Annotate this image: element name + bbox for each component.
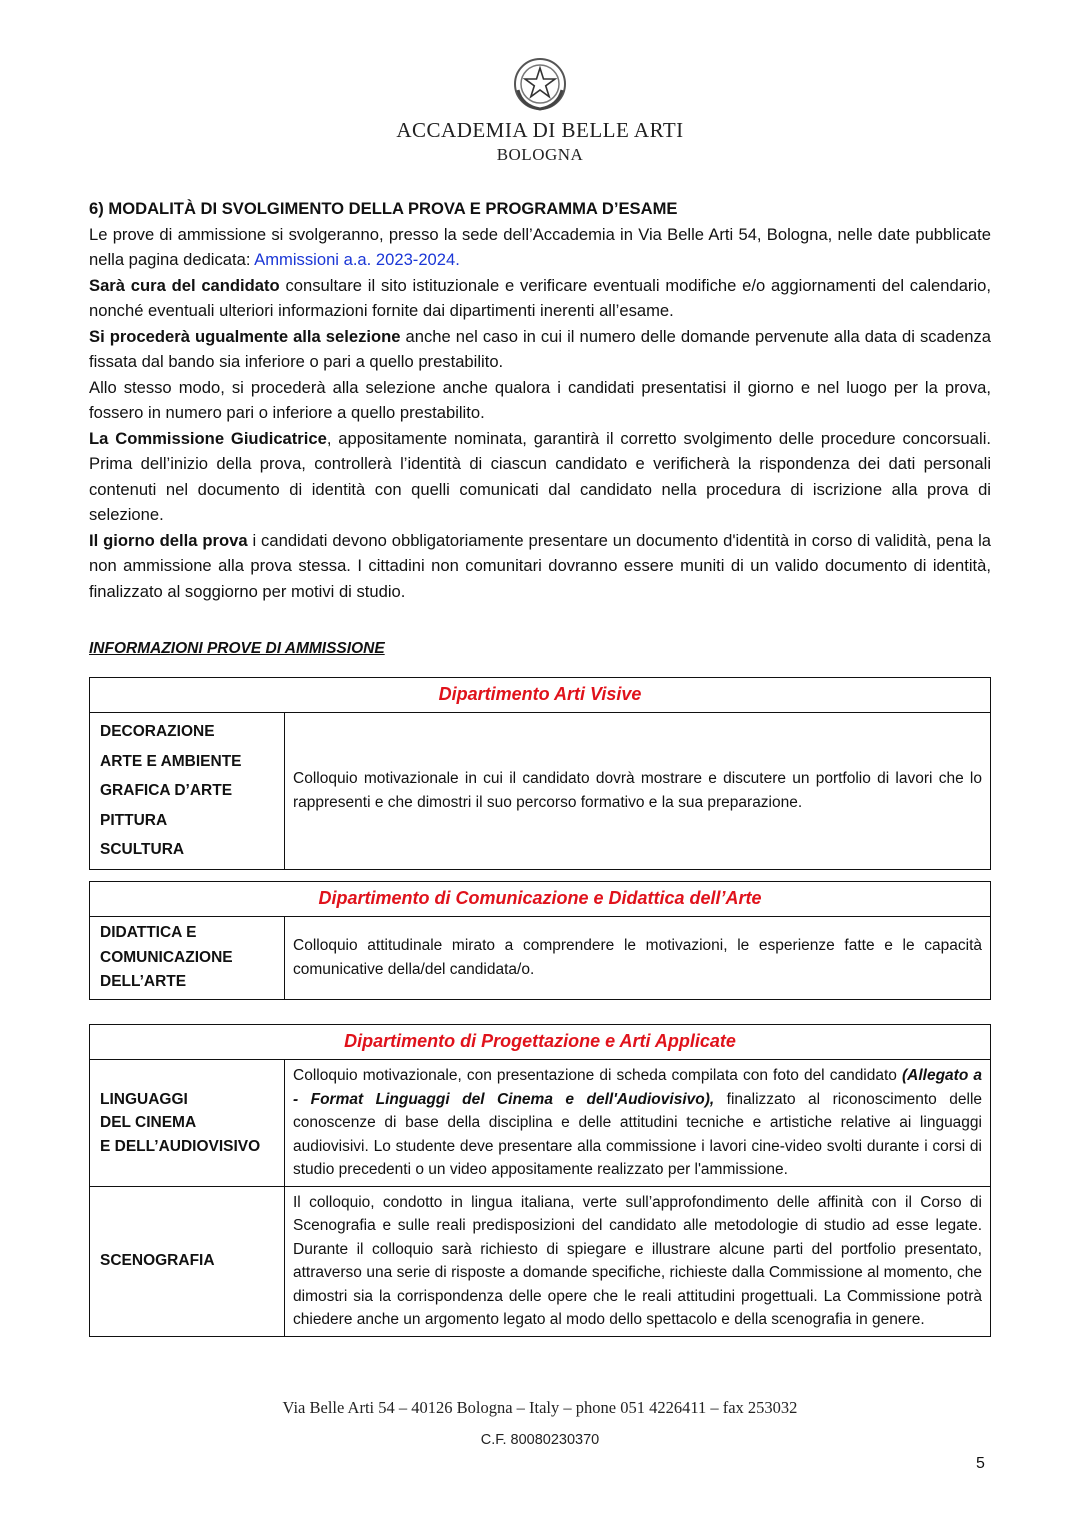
dept-title: Dipartimento di Progettazione e Arti Applicate <box>90 1025 991 1060</box>
paragraph-text: i candidati devono obbligatoriamente presentare un documento d'identità in corso di validità, pena la non ammissione alla prova stessa. I cittadini non comunitari dovranno essere muniti di un valido documento di identità, finalizzato al soggiorno per motivi di studio. <box>89 530 991 601</box>
course-list <box>90 917 285 1000</box>
paragraph-text: anche nel caso in cui il numero delle domande pervenute alla data di scadenza fissata dal bando sia inferiore o pari a quello prestabilito. <box>89 326 991 371</box>
course-name: SCENOGRAFIA <box>100 1252 215 1270</box>
paragraph-exam-day <box>89 528 991 605</box>
course-name: DEL CINEMA <box>100 1114 197 1131</box>
paragraph-candidate-duty <box>89 273 991 324</box>
paragraph-text: , appositamente nominata, garantirà il corretto svolgimento delle procedure concorsuali. Prima dell’inizio della prova, controllerà l’identità di ciascun candidato e verificherà la rispondenza dei dati personali contenuti nel documento di identità con quelli comunicati dal candidato nella procedura di iscrizione alla prova di selezione. <box>89 428 991 524</box>
exam-description: Il colloquio, condotto in lingua italiana, verte sull’approfondimento delle affinità con il Corso di Scenografia e sulle reali predisposizioni del candidato alle metodologie di studio ad esse legate. Durante il colloquio sarà richiesto di spiegare e illustrare alcune parti del portfolio presentato, attraverso una serie di risposte a domande specifiche, richieste dalla Commissione al momento, che dimostri sia la corrispondenza delle opere che le reali attitudini progettuali. La Commissione potrà chiedere anche un argomento legato al modo dello spettacolo e della scenografia in genere. <box>285 1186 991 1336</box>
course-list <box>90 1186 285 1336</box>
paragraph-text: consultare il sito istituzionale e verificare eventuali modifiche e/o aggiornamenti del calendario, nonché eventuali ulteriori informazioni fornite dai dipartimenti inerenti all’esame. <box>89 275 991 320</box>
course-name: DECORAZIONE <box>100 723 215 740</box>
course-name: DIDATTICA E <box>100 924 197 941</box>
bold-lead: La Commissione Giudicatrice <box>89 428 327 448</box>
paragraph-dates <box>89 222 991 273</box>
dept-title: Dipartimento Arti Visive <box>90 678 991 713</box>
admissions-link[interactable]: Ammissioni a.a. 2023-2024. <box>254 250 460 269</box>
bold-lead: Sarà cura del candidato <box>89 275 280 295</box>
footer-address: Via Belle Arti 54 – 40126 Bologna – Italy – phone 051 4226411 – fax 253032 <box>282 1398 798 1417</box>
course-name: DELL’ARTE <box>100 973 187 990</box>
paragraph-commission <box>89 426 991 528</box>
paragraph-selection <box>89 324 991 375</box>
description-text: Colloquio motivazionale, con presentazione di scheda compilata con foto del candidato <box>293 1067 902 1084</box>
course-name: PITTURA <box>100 811 168 829</box>
attachment-reference: (Allegato a - Format Linguaggi del Cinema e dell'Audiovisivo), <box>293 1067 982 1108</box>
dept-table-progettazione <box>89 1024 991 1337</box>
admission-info-heading: INFORMAZIONI PROVE DI AMMISSIONE <box>89 640 385 657</box>
exam-description: Colloquio motivazionale in cui il candidato dovrà mostrare e discutere un portfolio di lavori che lo rappresenti e che dimostri il suo percorso formativo e la sua preparazione. <box>285 713 991 870</box>
footer-tax-code: C.F. 80080230370 <box>480 1432 600 1448</box>
course-list <box>90 713 285 870</box>
institution-name: ACCADEMIA DI BELLE ARTI <box>396 118 684 142</box>
section-title: 6) MODALITÀ DI SVOLGIMENTO DELLA PROVA E PROGRAMMA D’ESAME <box>89 199 678 218</box>
description-text: finalizzato al riconoscimento delle conoscenze di base della disciplina e delle attitudini tecniche e artistiche relative ai linguaggi audiovisivi. Lo studente deve presentare alla commissione i lavori cine-video svolti durante i corsi di studio precedenti o un video appositamente realizzato per l'ammissione. <box>293 1090 983 1178</box>
page-number: 5 <box>976 1455 985 1472</box>
course-list <box>90 1060 285 1187</box>
dept-table-comunicazione <box>89 881 991 1000</box>
dept-title: Dipartimento di Comunicazione e Didattica dell’Arte <box>90 882 991 917</box>
paragraph-selection-same: Allo stesso modo, si procederà alla selezione anche qualora i candidati presentatisi il giorno e nel luogo per la prova, fossero in numero pari o inferiore a quello prestabilito. <box>89 377 991 422</box>
dept-table-arti-visive <box>89 677 991 870</box>
exam-description: Colloquio attitudinale mirato a comprendere le motivazioni, le esperienze fatte e le capacità comunicative della/del candidata/o. <box>285 917 991 1000</box>
course-name: E DELL’AUDIOVISIVO <box>100 1137 261 1155</box>
section-content <box>89 196 991 662</box>
institution-city: BOLOGNA <box>496 145 584 164</box>
course-name: COMUNICAZIONE <box>100 948 233 966</box>
italian-republic-emblem <box>512 56 568 112</box>
course-name: SCULTURA <box>100 841 185 858</box>
bold-lead: Il giorno della prova <box>89 530 248 550</box>
paragraph-text: Le prove di ammissione si svolgeranno, presso la sede dell’Accademia in Via Belle Arti 54, Bologna, nelle date pubblicate nella pagina dedicata: <box>89 224 991 269</box>
exam-description <box>285 1060 991 1187</box>
course-name: GRAFICA D’ARTE <box>100 782 233 799</box>
course-name: LINGUAGGI <box>100 1090 188 1108</box>
bold-lead: Si procederà ugualmente alla selezione <box>89 326 401 346</box>
course-name: ARTE E AMBIENTE <box>100 752 242 770</box>
letterhead <box>0 56 1080 165</box>
